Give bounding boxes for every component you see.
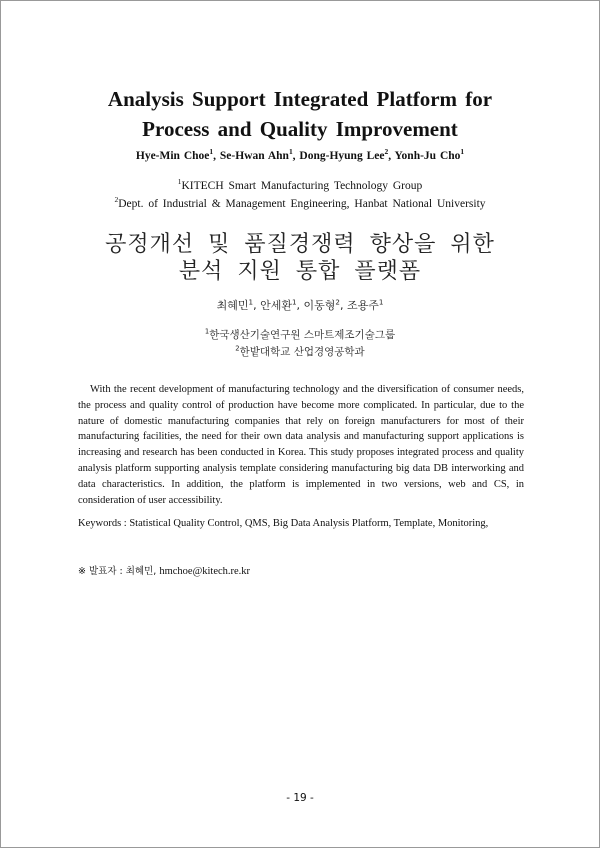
author-en <box>135 147 220 162</box>
author-en-name: Se-Hwan Ahn <box>219 150 289 162</box>
author-ko-name: 조용주 <box>346 299 379 312</box>
author-ko <box>260 299 303 312</box>
author-ko-name: 이동형 <box>303 299 336 312</box>
author-en <box>219 147 300 162</box>
author-ko-separator: , <box>253 299 261 312</box>
affiliation-en-text: Dept. of Industrial & Management Engineering, Hanbat National University <box>118 198 486 210</box>
affiliation-ko-text: 한국생산기술연구원 스마트제조기술그룹 <box>209 329 396 341</box>
author-en-sup: 1 <box>209 147 214 157</box>
presenter-email: hmchoe@kitech.re.kr <box>159 566 251 577</box>
author-en-sup: 1 <box>288 147 293 157</box>
title-korean-line1: 공정개선 및 품질경쟁력 향상을 위한 <box>105 232 495 257</box>
author-en-separator: , <box>292 150 300 162</box>
author-en <box>394 147 465 162</box>
abstract: With the recent development of manufacturing technology and the diversification of consumer needs, the process and quality control of production have become more complicated. In particular, due to the nature of domestic manufacturing companies that rely on foreign manufacturers for most of their manufacturing facilities, the need for their own data analysis and manufacturing support applications is increasing and research has been conducted in Korea. This study proposes integrated process and quality analysis platform supporting analysis template considering manufacturing big data DB interworking and data characteristics. In addition, the platform is implemented in two versions, web and CS, in consideration of user accessibility. <box>78 384 524 506</box>
title-korean <box>0 231 600 285</box>
title-english-line1: Analysis Support Integrated Platform for <box>107 87 493 111</box>
author-en-sup: 2 <box>384 147 389 157</box>
author-ko-name: 안세환 <box>260 299 292 312</box>
keywords-label: Keywords : <box>78 518 130 529</box>
keywords-list: Statistical Quality Control, QMS, Big Data Analysis Platform, Template, Monitoring, <box>129 518 489 529</box>
author-en-separator: , <box>213 150 220 162</box>
keywords <box>78 516 538 531</box>
affiliation-en-text: KITECH Smart Manufacturing Technology Group <box>181 180 423 192</box>
author-ko <box>217 299 260 312</box>
author-ko-sup: 1 <box>248 297 254 307</box>
affiliations-korean <box>0 327 600 361</box>
author-en-name: Dong-Hyung Lee <box>299 150 385 162</box>
author-ko-sup: 1 <box>291 297 297 307</box>
author-en <box>299 147 395 162</box>
author-en-name: Yonh-Ju Cho <box>394 150 461 162</box>
title-english <box>0 84 600 144</box>
author-ko-sup: 2 <box>335 297 340 307</box>
author-en-sup: 1 <box>460 147 465 157</box>
affiliation-en <box>0 177 600 195</box>
affiliation-ko <box>0 344 600 361</box>
authors-english <box>0 148 600 164</box>
author-en-name: Hye-Min Choe <box>135 150 210 162</box>
author-ko-sup: 1 <box>378 297 384 307</box>
author-ko <box>304 299 347 312</box>
author-ko-name: 최혜민 <box>216 299 249 312</box>
affiliation-ko-sup: 2 <box>235 344 240 353</box>
presenter-label: ※ 발표자 : 최혜민, <box>78 566 160 577</box>
affiliation-en <box>0 195 600 213</box>
affiliation-ko-sup: 1 <box>204 327 210 336</box>
affiliation-ko <box>0 327 600 344</box>
authors-korean <box>0 298 600 314</box>
affiliations-english <box>0 177 600 213</box>
presenter-note <box>78 564 538 579</box>
title-english-line2: Process and Quality Improvement <box>142 117 458 141</box>
author-ko-separator: , <box>339 299 347 312</box>
affiliation-en-sup: 1 <box>177 177 182 187</box>
title-korean-line2: 분석 지원 통합 플랫폼 <box>178 259 422 284</box>
page-number: - 19 - <box>286 792 314 804</box>
affiliation-ko-text: 한밭대학교 산업경영공학과 <box>239 346 365 358</box>
author-ko-separator: , <box>296 299 304 312</box>
author-en-separator: , <box>388 150 395 162</box>
affiliation-en-sup: 2 <box>114 195 119 205</box>
author-ko <box>347 299 383 312</box>
